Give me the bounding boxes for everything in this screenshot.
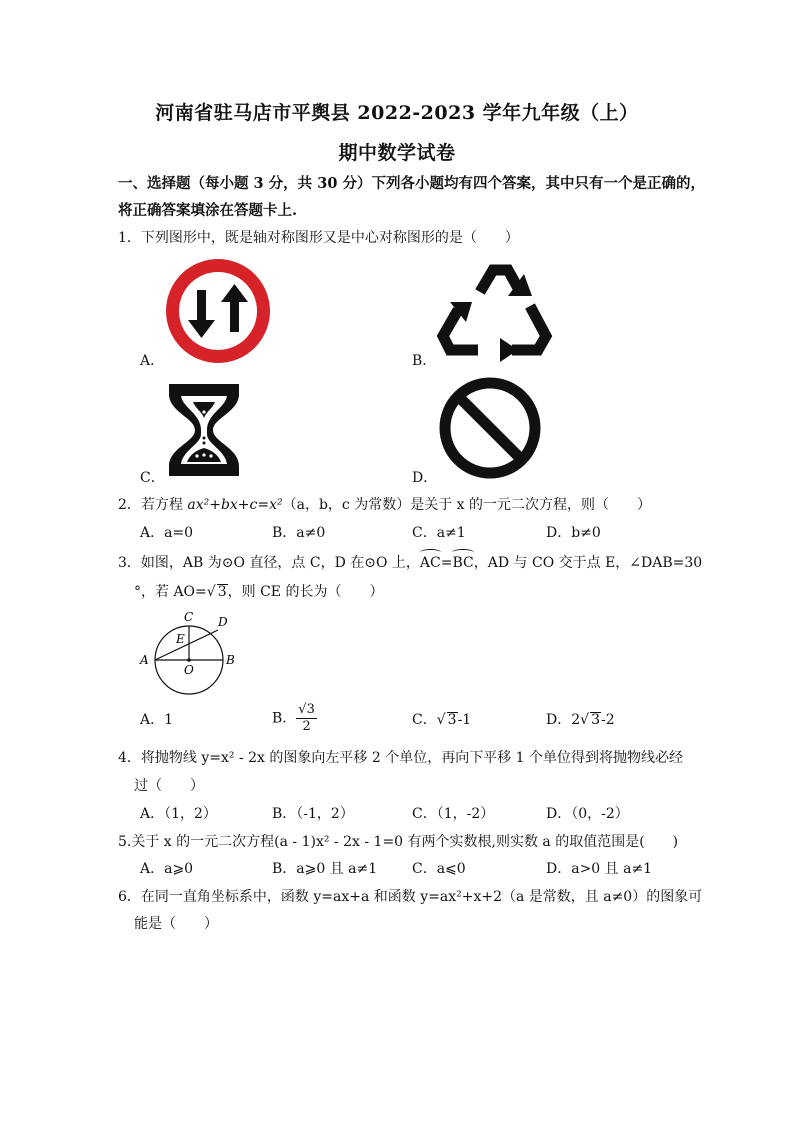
label-o: O [184,663,194,677]
label-d: D [218,615,228,629]
arc-ac: AC [419,555,441,571]
q3-option-c-sqrt: 3 [447,712,457,728]
no-entry-circle-icon [438,376,542,480]
q3-line1-a: 3．如图，AB 为⊙O 直径，点 C，D 在⊙O 上， [118,555,420,571]
q2-option-b: B．a≠0 [272,525,326,541]
q4-option-d: D．（0，-2） [546,806,629,822]
q3-eqsign: = [440,555,453,571]
q1-option-d-label: D． [412,470,438,486]
two-way-traffic-sign-icon [163,256,273,366]
q4-option-c: C．（1，-2） [412,806,495,822]
q3-option-b-denominator: 2 [302,719,311,734]
circle-geometry-figure [134,606,244,696]
exam-subtitle: 期中数学试卷 [338,142,456,164]
q3-line2-b: ，则 CE 的长为（ ） [227,584,384,600]
q2-option-a: A．a=0 [140,525,194,541]
q5-option-b: B．a⩾0 且 a≠1 [272,861,378,877]
exam-title: 河南省驻马店市平舆县 2022-2023 学年九年级（上） [155,102,639,124]
q2-option-c: C．a≠1 [412,525,466,541]
q5-option-a: A．a⩾0 [140,861,194,877]
question-1-text: 1．下列图形中，既是轴对称图形又是中心对称图形的是（ ） [118,230,519,246]
q4-option-a: A．（1，2） [140,806,217,822]
q3-option-b-numerator: √3 [298,702,315,717]
label-a: A [140,653,149,667]
q3-option-a: A．1 [140,712,174,728]
q3-option-b [272,702,317,735]
q1-option-a-label: A． [140,353,165,369]
q1-option-b-label: B． [412,353,437,369]
q3-option-d-prefix: D．2 [546,712,581,728]
q3-option-c-prefix: C． [412,712,437,728]
question-4-line1: 4．将抛物线 y=x² - 2x 的图象向左平移 2 个单位，再向下平移 1 个单位得到将抛物线必经 [118,750,684,766]
q3-option-c: C．√ 3-1 [412,712,472,728]
q3-option-b-fraction [296,702,317,735]
q2-option-d: D．b≠0 [546,525,601,541]
q4-option-b: B．（-1，2） [272,806,354,822]
arc-bc: BC [452,555,474,571]
q2-middle: （a，b，c 为常数）是关于 x 的一元二次方程，则（ ） [282,497,652,513]
label-b: B [226,653,235,667]
question-4-line2: 过（ ） [134,778,204,794]
section-heading-line1: 一、选择题（每小题 3 分，共 30 分）下列各小题均有四个答案，其中只有一个是正确的， [118,175,705,192]
section-heading-line2: 将正确答案填涂在答题卡上. [118,202,298,219]
question-6-line1: 6．在同一直角坐标系中，函数 y=ax+a 和函数 y=ax²+x+2（a 是常数，且 a≠0）的图象可 [118,889,703,905]
question-5-text: 5.关于 x 的一元二次方程(a - 1)x² - 2x - 1=0 有两个实数根,则实数 a 的取值范围是( ) [118,834,679,850]
q3-option-d: D．2√ 3-2 [546,712,615,728]
q3-option-d-suffix: -2 [600,712,615,728]
q5-option-d: D．a>0 且 a≠1 [546,861,653,877]
q3-line2-a: °，若 AO= [134,584,207,600]
hourglass-icon [167,382,241,478]
question-2-text [118,495,651,515]
recycle-arrows-icon [436,256,558,362]
q2-prefix: 2．若方程 [118,497,188,513]
question-6-line2: 能是（ ） [134,916,218,932]
q3-sqrt-value: 3 [217,584,227,600]
label-e: E [176,632,185,646]
label-c: C [184,610,194,624]
q3-option-b-prefix: B． [272,710,297,727]
q3-option-c-suffix: -1 [457,712,472,728]
q1-option-c-label: C． [140,470,165,486]
q5-option-c: C．a⩽0 [412,861,466,877]
q2-equation: ax²+bx+c=x² [187,497,283,513]
q3-line1-b: ，AD 与 CO 交于点 E，∠DAB=30 [473,555,703,571]
question-3-line1 [118,553,702,573]
question-3-line2: °，若 AO=√ 3，则 CE 的长为（ ） [134,584,384,600]
q3-option-d-sqrt: 3 [591,712,600,728]
